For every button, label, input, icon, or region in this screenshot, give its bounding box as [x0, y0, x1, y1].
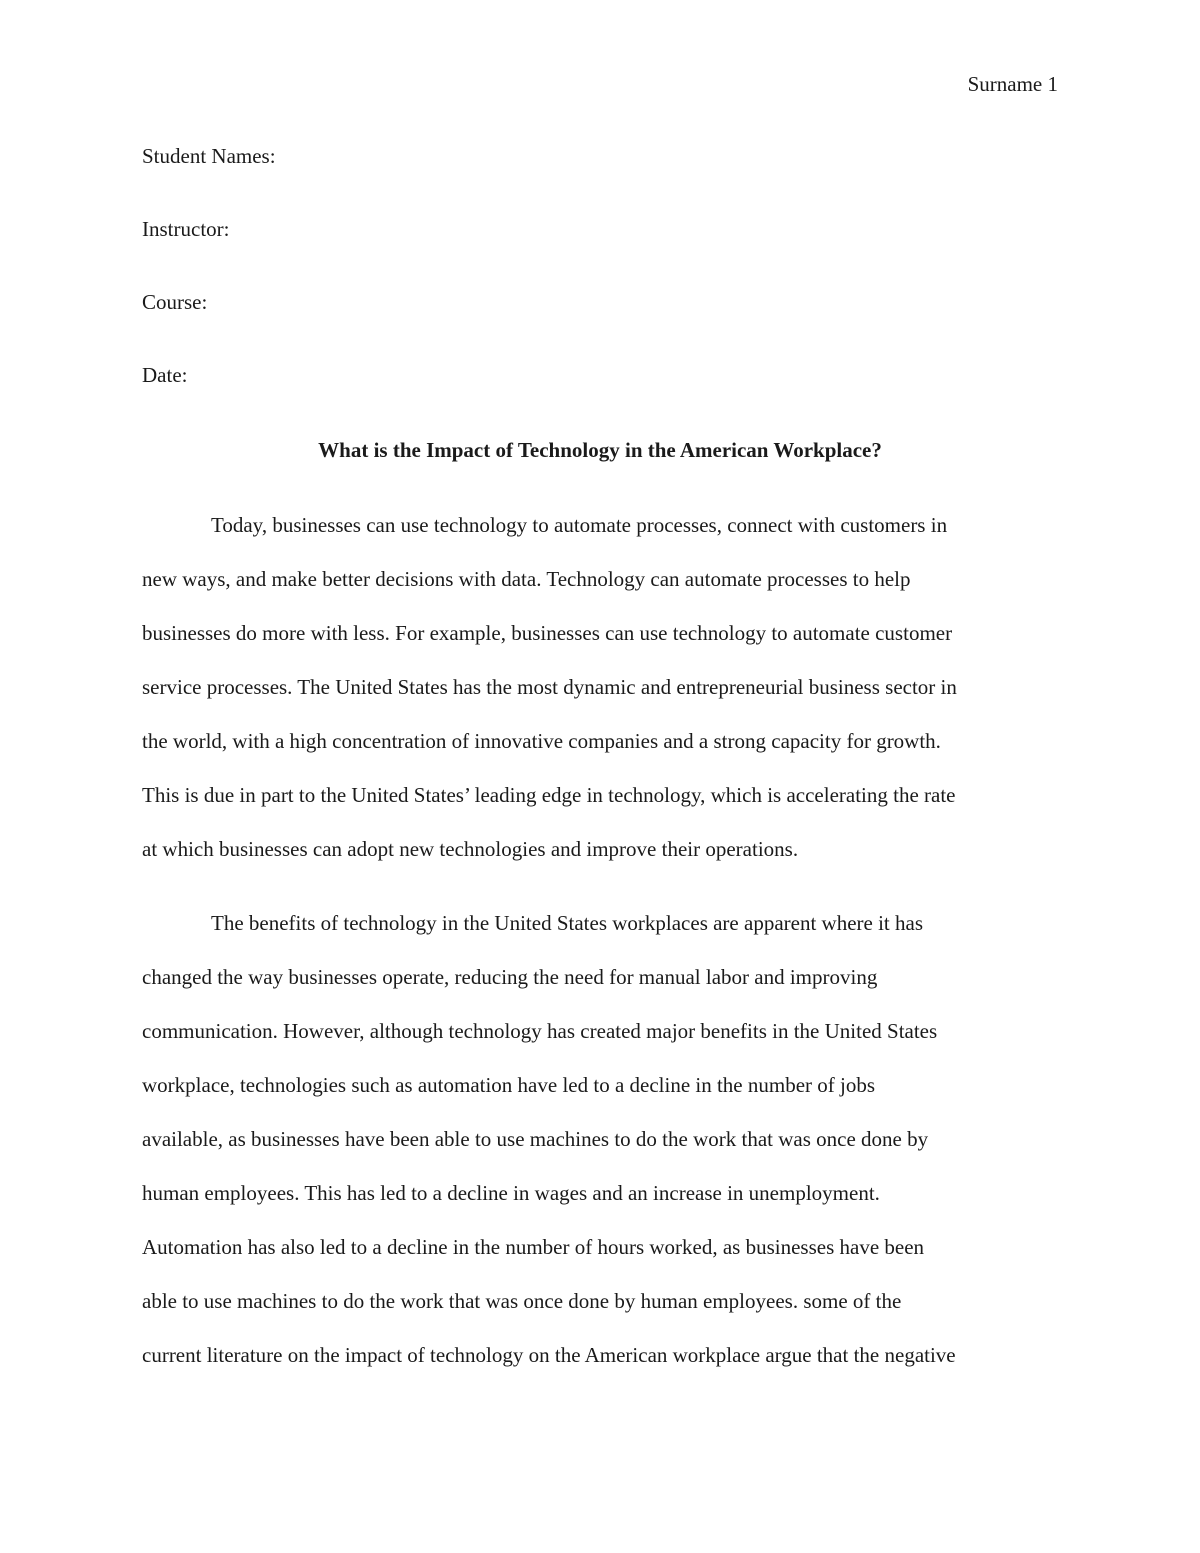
paragraph-line: human employees. This has led to a decline in wages and an increase in unemployment. [142, 1181, 880, 1205]
paragraph-line: the world, with a high concentration of innovative companies and a strong capacity for growth. [142, 729, 941, 753]
paragraph-line: workplace, technologies such as automation have led to a decline in the number of jobs [142, 1073, 876, 1097]
paragraph-line: communication. However, although technology has created major benefits in the United States [142, 1019, 938, 1043]
paragraph-line: Automation has also led to a decline in the number of hours worked, as businesses have been [142, 1235, 925, 1259]
paragraph-line: available, as businesses have been able to use machines to do the work that was once done by [142, 1127, 929, 1151]
date-label: Date: [142, 363, 188, 387]
paragraph-line: service processes. The United States has the most dynamic and entrepreneurial business sector in [142, 675, 957, 699]
paragraph-line: The benefits of technology in the United States workplaces are apparent where it has [211, 911, 924, 935]
paragraph-line: current literature on the impact of technology on the American workplace argue that the negative [142, 1343, 956, 1367]
paragraph-line: at which businesses can adopt new technologies and improve their operations. [142, 837, 799, 861]
student-names-label: Student Names: [142, 144, 276, 168]
paragraph-line: new ways, and make better decisions with data. Technology can automate processes to help [142, 567, 911, 591]
paragraph-line: Today, businesses can use technology to automate processes, connect with customers in [211, 513, 948, 537]
instructor-label: Instructor: [142, 217, 230, 241]
paragraph-line: businesses do more with less. For example, businesses can use technology to automate customer [142, 621, 953, 645]
running-head: Surname 1 [967, 72, 1058, 96]
student-heading-block [142, 142, 1058, 434]
essay-title: What is the Impact of Technology in the American Workplace? [318, 438, 882, 462]
paragraph-line: able to use machines to do the work that was once done by human employees. some of the [142, 1289, 902, 1313]
paragraph-line: This is due in part to the United States’ leading edge in technology, which is accelerating the rate [142, 783, 956, 807]
course-label: Course: [142, 290, 208, 314]
paragraph-line: changed the way businesses operate, reducing the need for manual labor and improving [142, 965, 878, 989]
